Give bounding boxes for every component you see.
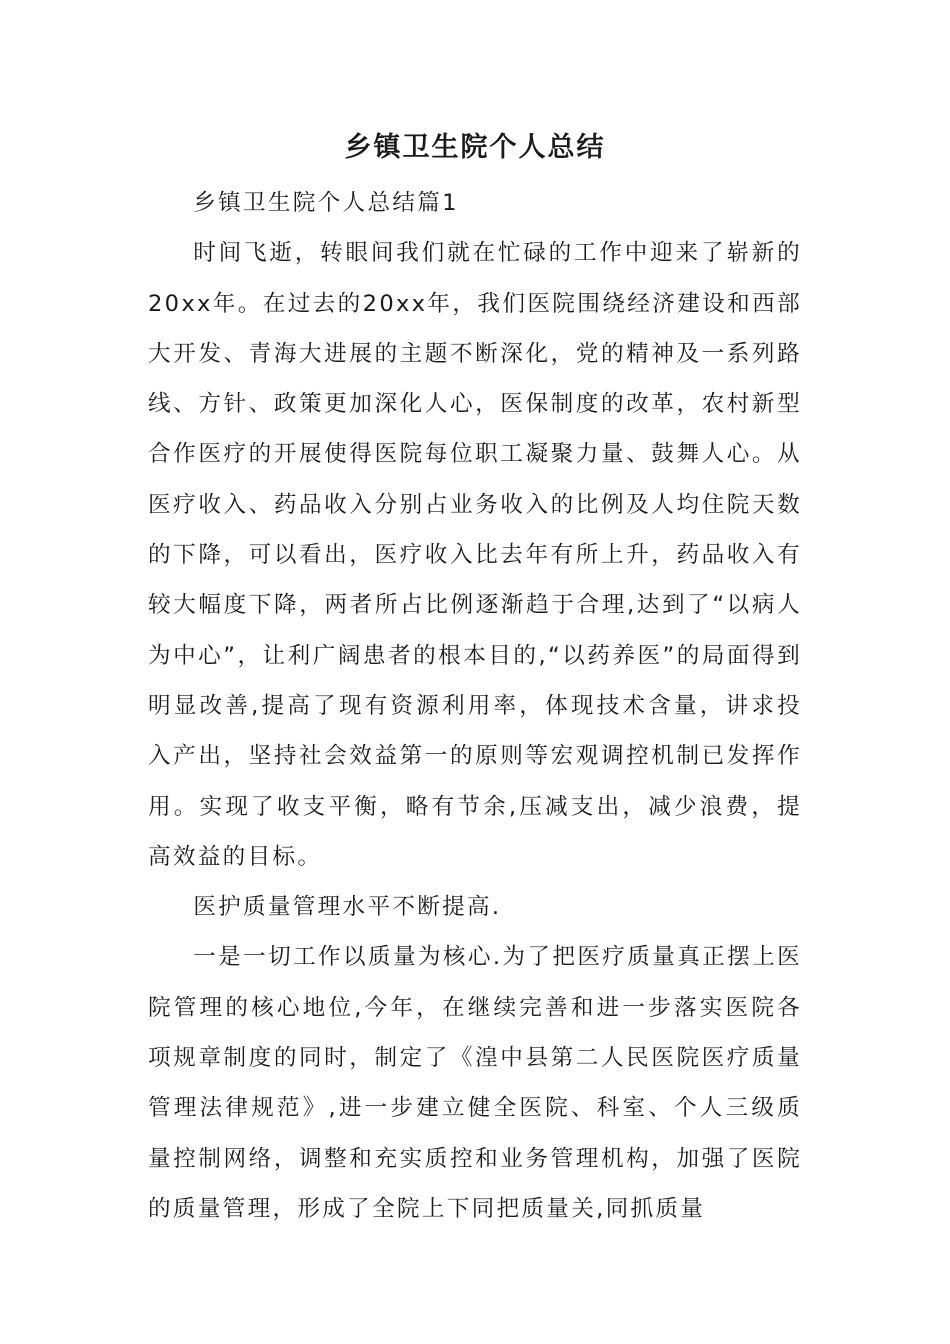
- document-title: 乡镇卫生院个人总结: [344, 132, 606, 163]
- body-paragraph: 一是一切工作以质量为核心.为了把医疗质量真正摆上医院管理的核心地位,今年，在继续完善和进一步落实医院各项规章制度的同时，制定了《湟中县第二人民医院医疗质量管理法律规范》,进一步建立健全医院、科室、个人三级质量控制网络，调整和充实质控和业务管理机构，加强了医院的质量管理，形成了全院上下同把质量关,同抓质量: [148, 944, 802, 1222]
- body-paragraph: 时间飞逝，转眼间我们就在忙碌的工作中迎来了崭新的20xx年。在过去的20xx年，我们医院围绕经济建设和西部大开发、青海大进展的主题不断深化，党的精神及一系列路线、方针、政策更加深化人心，医保制度的改革，农村新型合作医疗的开展使得医院每位职工凝聚力量、鼓舞人心。从医疗收入、药品收入分别占业务收入的比例及人均住院天数的下降，可以看出，医疗收入比去年有所上升，药品收入有较大幅度下降，两者所占比例逐渐趋于合理,达到了“以病人为中心”，让利广阔患者的根本目的,“以药养医”的局面得到明显改善,提高了现有资源利用率，体现技术含量，讲求投入产出，坚持社会效益第一的原则等宏观调控机制已发挥作用。实现了收支平衡，略有节余,压减支出，减少浪费，提高效益的目标。: [148, 240, 802, 870]
- section-heading: 乡镇卫生院个人总结篇1: [193, 190, 459, 216]
- subsection-heading: 医护质量管理水平不断提高.: [193, 894, 502, 921]
- document-body: [148, 178, 802, 1234]
